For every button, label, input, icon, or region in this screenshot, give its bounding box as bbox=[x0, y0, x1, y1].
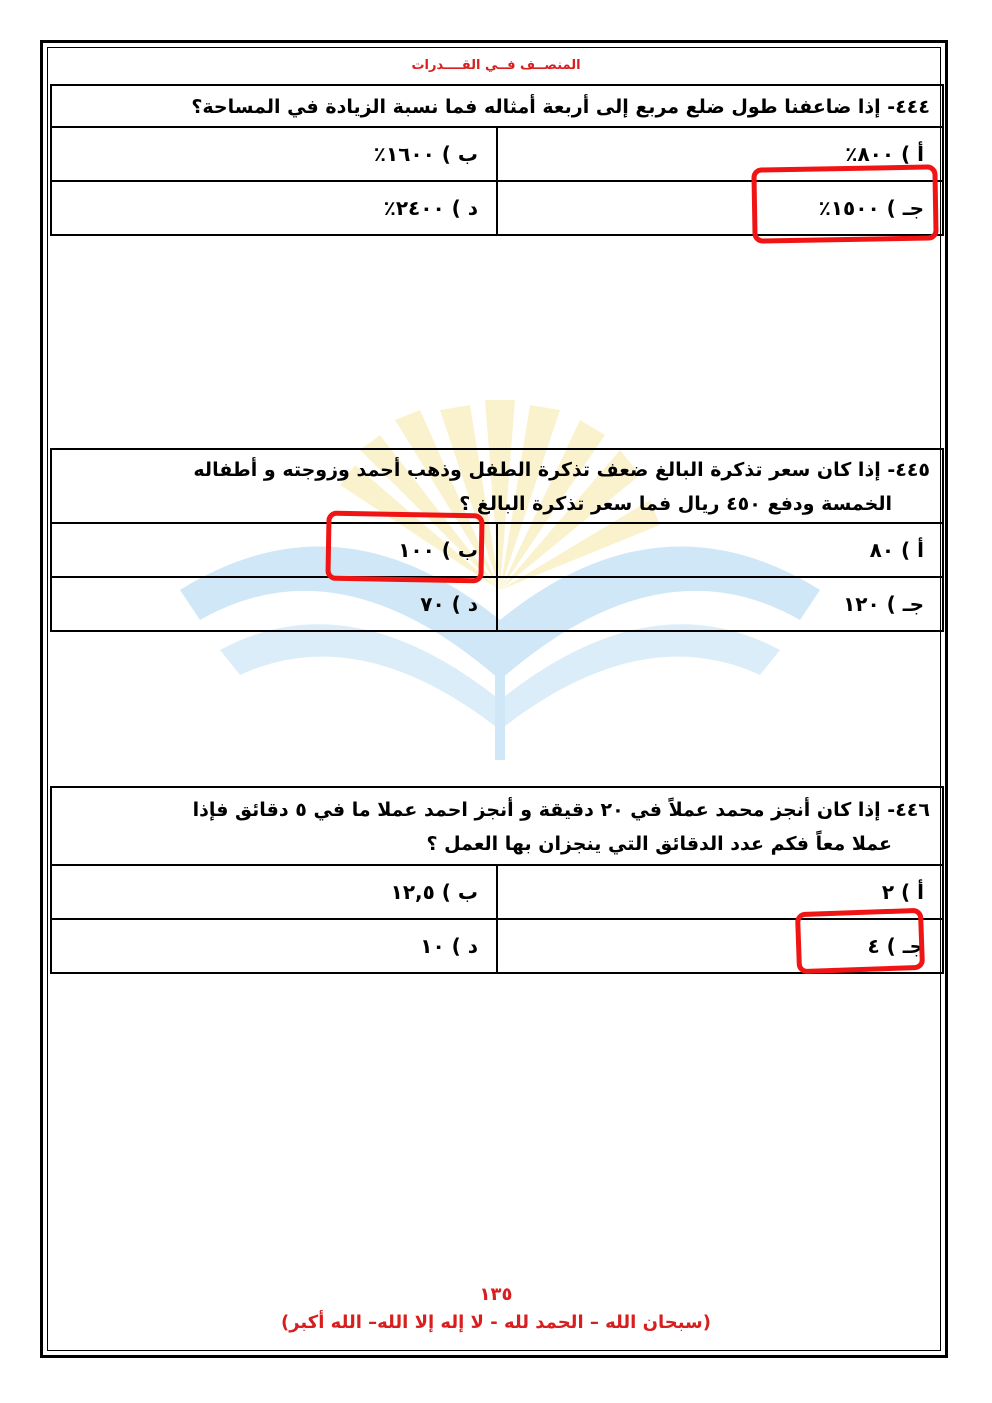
option-b: ب ) ١٢,٥ bbox=[51, 865, 497, 919]
question-445 bbox=[50, 448, 944, 632]
question-line-1: ٤٤٤- إذا ضاعفنا طول ضلع مربع إلى أربعة أمثاله فما نسبة الزيادة في المساحة؟ bbox=[191, 96, 930, 118]
option-b: ب ) ١٠٠ bbox=[51, 523, 497, 577]
option-a: أ ) ٨٠٠٪ bbox=[497, 127, 943, 181]
option-c: جـ ) ١٢٠ bbox=[497, 577, 943, 631]
answer-highlight-446 bbox=[795, 908, 925, 974]
question-text bbox=[51, 787, 943, 865]
question-line-2: عملا معاً فكم عدد الدقائق التي ينجزان بها العمل ؟ bbox=[426, 833, 892, 855]
question-line-1: ٤٤٦- إذا كان أنجز محمد عملاً في ٢٠ دقيقة و أنجز احمد عملا ما في ٥ دقائق فإذا bbox=[192, 799, 930, 821]
option-a: أ ) ٨٠ bbox=[497, 523, 943, 577]
option-c: جـ ) ٤ bbox=[497, 919, 943, 973]
option-d: د ) ١٠ bbox=[51, 919, 497, 973]
question-text bbox=[51, 449, 943, 523]
option-a: أ ) ٢ bbox=[497, 865, 943, 919]
answer-highlight-444 bbox=[751, 164, 938, 243]
question-line-1: ٤٤٥- إذا كان سعر تذكرة البالغ ضعف تذكرة الطفل وذهب أحمد وزوجته و أطفاله bbox=[193, 459, 931, 481]
option-d: د ) ٢٤٠٠٪ bbox=[51, 181, 497, 235]
option-c: جـ ) ١٥٠٠٪ bbox=[497, 181, 943, 235]
page-header: المنصــف فــي القــــدرات bbox=[411, 58, 581, 73]
page-number: ١٣٥ bbox=[479, 1284, 513, 1305]
question-line-2: الخمسة ودفع ٤٥٠ ريال فما سعر تذكرة البالغ ؟ bbox=[459, 493, 893, 515]
option-d: د ) ٧٠ bbox=[51, 577, 497, 631]
question-text bbox=[51, 85, 943, 127]
footer-tasbih: (سبحان الله – الحمد لله - لا إله إلا الله– الله أكبر) bbox=[281, 1312, 711, 1333]
option-b: ب ) ١٦٠٠٪ bbox=[51, 127, 497, 181]
answer-highlight-445 bbox=[325, 511, 484, 584]
